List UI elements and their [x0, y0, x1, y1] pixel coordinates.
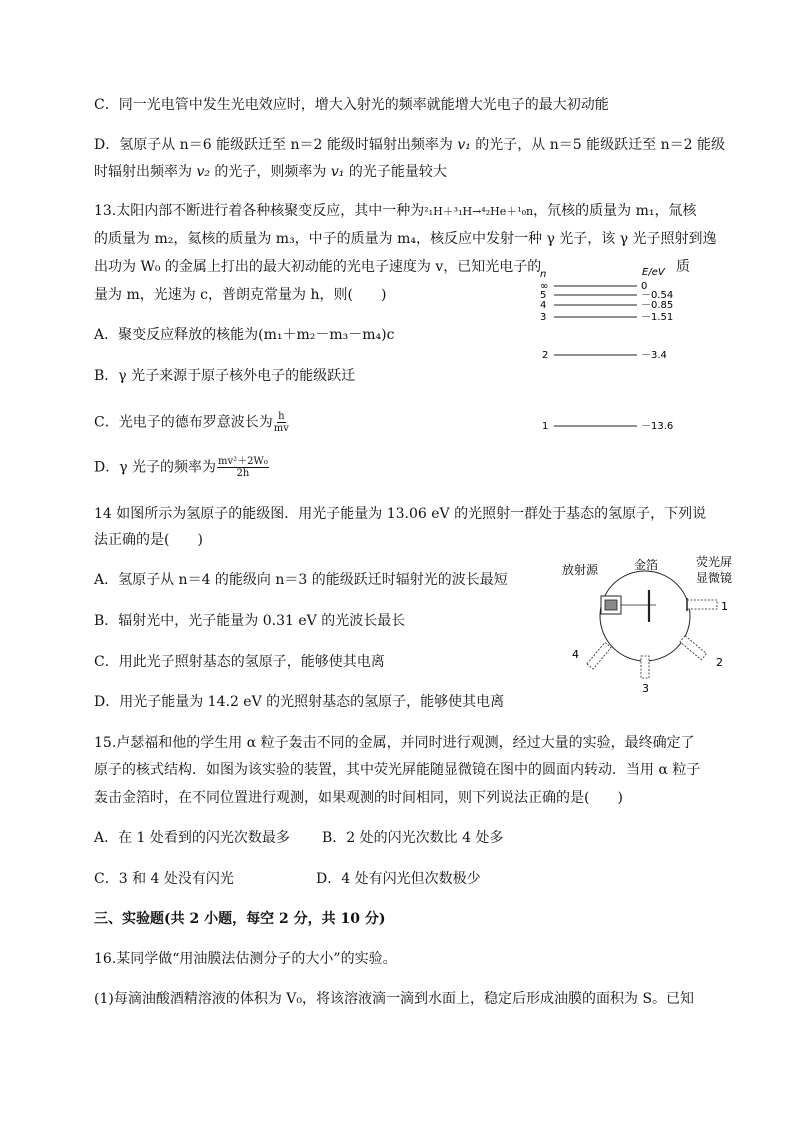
microscope-4 [587, 642, 611, 669]
q16-stem-line1: 16.某同学做“用油膜法估测分子的大小”的实验。 [94, 951, 397, 967]
label-screen: 荧光屏 [696, 555, 733, 569]
q14-stem-line2: 法正确的是( ) [94, 532, 203, 548]
axis-energy-label: E/eV [642, 267, 665, 278]
q15-stem-line3: 轰击金箔时，在不同位置进行观测，如果观测的时间相同，则下列说法正确的是( ) [94, 790, 623, 806]
svg-text:1: 1 [542, 421, 549, 432]
q15-option-c: C．3 和 4 处没有闪光 [94, 871, 234, 887]
q14-option-c: C．用此光子照射基态的氢原子，能够使其电离 [94, 654, 385, 670]
axis-n-label: n [540, 269, 547, 280]
q14-option-a: A．氢原子从 n＝4 的能级向 n＝3 的能级跃迁时辐射光的波长最短 [94, 572, 508, 588]
svg-text:－0.85: －0.85 [641, 300, 674, 311]
label-position-4: 4 [572, 648, 579, 661]
q13-stem-line1: 13.太阳内部不断进行着各种核聚变反应，其中一种为²₁H＋³₁H→⁴₂He＋¹₀n，氘核的质量为 m₁，氚核 [94, 203, 697, 219]
q12-option-c: C．同一光电管中发生光电效应时，增大入射光的频率就能增大光电子的最大初动能 [94, 97, 609, 113]
q15-stem-line2: 原子的核式结构．如图为该实验的装置，其中荧光屏能随显微镜在图中的圆面内转动．当用 α 粒子 [94, 762, 701, 778]
q15-option-d: D．4 处有闪光但次数极少 [316, 871, 481, 887]
svg-text:－1.51: －1.51 [641, 312, 674, 323]
svg-text:4: 4 [540, 300, 547, 311]
microscope-1 [687, 598, 717, 611]
level-3 [540, 312, 673, 323]
svg-text:－0.54: －0.54 [641, 290, 674, 301]
q16-stem-line2: (1)每滴油酸酒精溶液的体积为 V₀，将该溶液滴一滴到水面上，稳定后形成油膜的面积为 S。已知 [94, 991, 695, 1007]
microscope-3 [641, 656, 649, 678]
q13-stem-line3: 出功为 W₀ 的金属上打出的最大初动能的光电子速度为 v，已知光电子的 [94, 259, 542, 275]
q13-option-a: A．聚变反应释放的核能为(m₁＋m₂－m₃－m₄)c [94, 327, 395, 343]
svg-text:3: 3 [540, 312, 547, 323]
radioactive-source [601, 596, 656, 614]
energy-level-diagram [532, 262, 692, 442]
label-position-2: 2 [716, 656, 723, 669]
q14-option-d: D．用光子能量为 14.2 eV 的光照射基态的氢原子，能够使其电离 [94, 694, 505, 710]
q13-option-d: D．γ 光子的频率为 $\frac{\text{mv²＋2W₀}}{2h}$ [94, 456, 268, 479]
rutherford-apparatus-diagram [556, 550, 756, 695]
label-source: 放射源 [562, 563, 599, 577]
q13-stem-line2: 的质量为 m₂，氦核的质量为 m₃，中子的质量为 m₄，核反应中发射一种 γ 光子，该 γ 光子照射到逸 [94, 231, 717, 247]
level-inf [540, 281, 647, 292]
label-position-1: 1 [721, 600, 728, 613]
q13-option-b: B．γ 光子来源于原子核外电子的能级跃迁 [94, 368, 356, 384]
label-position-3: 3 [642, 682, 649, 695]
q15-stem-line1: 15.卢瑟福和他的学生用 α 粒子轰击不同的金属，并同时进行观测，经过大量的实验，最终确定了 [94, 735, 695, 751]
q13-option-c: C．光电子的德布罗意波长为 $\frac{h}{mv}$ [94, 411, 289, 434]
level-2 [542, 350, 667, 361]
q15-option-b: B．2 处的闪光次数比 4 处多 [322, 830, 504, 846]
label-microscope: 显微镜 [696, 571, 733, 585]
svg-text:∞: ∞ [540, 281, 549, 292]
level-1 [542, 421, 673, 432]
q12-option-d-line1: D．氢原子从 n＝6 能级跃迁至 n＝2 能级时辐射出频率为 v₁ 的光子，从 n＝5 能级跃迁至 n＝2 能级 [94, 137, 725, 153]
svg-text:2: 2 [542, 350, 549, 361]
microscope-2 [680, 636, 707, 660]
section3-heading: 三、实验题(共 2 小题，每空 2 分，共 10 分) [94, 911, 386, 927]
q14-option-b: B．辐射光中，光子能量为 0.31 eV 的光波长最长 [94, 613, 406, 629]
svg-text:－3.4: －3.4 [641, 350, 667, 361]
q13-stem-line4: 量为 m，光速为 c，普朗克常量为 h，则( ) [94, 287, 387, 303]
q13-stem-line3-end: 质 [676, 259, 690, 275]
level-4 [540, 300, 673, 311]
svg-text:－13.6: －13.6 [641, 421, 674, 432]
q15-option-a: A．在 1 处看到的闪光次数最多 [94, 830, 290, 846]
label-foil: 金箔 [634, 558, 659, 572]
svg-text:5: 5 [540, 290, 547, 301]
q12-option-d-line2: 时辐射出频率为 v₂ 的光子，则频率为 v₁ 的光子能量较大 [94, 164, 447, 180]
q14-stem-line1: 14 如图所示为氢原子的能级图．用光子能量为 13.06 eV 的光照射一群处于基态的氢原子，下列说 [94, 506, 707, 522]
svg-text:0: 0 [641, 281, 648, 292]
